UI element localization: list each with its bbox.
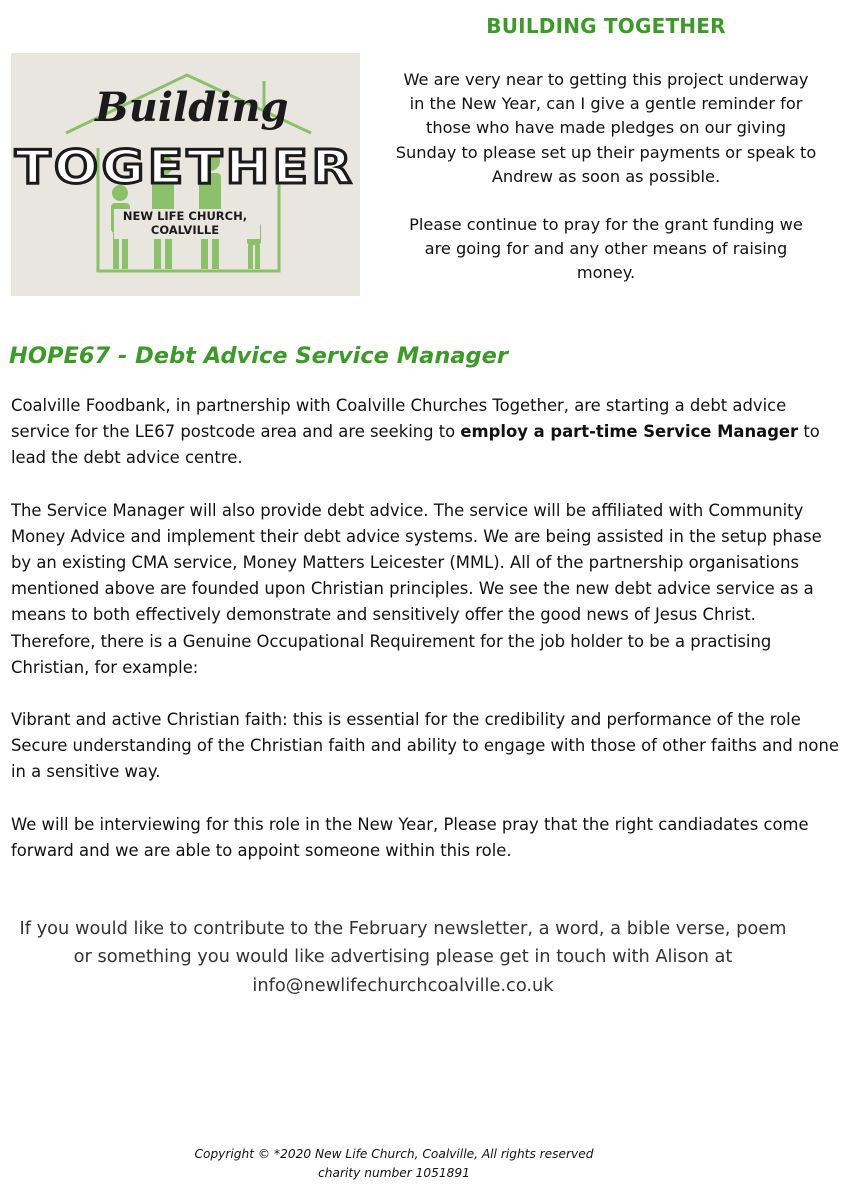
newsletter-contribute-note: [10, 915, 796, 1000]
hope67-body: [11, 393, 843, 864]
contact-email: info@newlifechurchcoalville.co.uk: [252, 974, 554, 996]
building-together-paragraph-2: Please continue to pray for the grant funding we are going for and any other means of raising money.: [409, 215, 803, 283]
hope67-p1-text-end: to lead the debt advice centre.: [11, 422, 820, 468]
hope67-heading: HOPE67 - Debt Advice Service Manager: [9, 343, 509, 369]
building-together-text: [395, 68, 817, 286]
logo-script-word: Building: [95, 84, 289, 131]
logo-church-line1: NEW LIFE CHURCH,: [122, 209, 248, 223]
logo-block-word: TOGETHER: [15, 140, 355, 194]
charity-number: charity number 1051891: [318, 1166, 470, 1180]
contribute-line-2: or something you would like advertising please get in touch with Alison at: [73, 946, 733, 968]
building-together-paragraph-1: We are very near to getting this project underway in the New Year, can I give a gentle reminder for those who have made pledges on our giving Sunday to please set up their payments or speak to Andrew as soon as possible.: [395, 70, 817, 186]
building-together-heading: BUILDING TOGETHER: [486, 14, 726, 38]
footer: [150, 1145, 638, 1183]
building-together-logo: [11, 53, 360, 296]
hope67-requirement-1: Vibrant and active Christian faith: this is essential for the credibility and performance of the role: [11, 710, 801, 730]
logo-church-line2: COALVILLE: [150, 223, 220, 237]
hope67-paragraph-4: We will be interviewing for this role in the New Year, Please pray that the right candiadates come forward and we are able to appoint someone within this role.: [11, 814, 809, 860]
hope67-requirement-2: Secure understanding of the Christian faith and ability to engage with those of other faiths and none in a sensitive way.: [11, 736, 839, 782]
logo-graphic: [11, 53, 360, 296]
hope67-p1-bold: employ a part-time Service Manager: [460, 422, 799, 442]
copyright-text: Copyright © *2020 New Life Church, Coalville, All rights reserved: [194, 1147, 594, 1161]
hope67-paragraph-2: The Service Manager will also provide debt advice. The service will be affiliated with Community Money Advice and implement their debt advice systems. We are being assisted in the setup phase by an existing CMA service, Money Matters Leicester (MML). All of the partnership organisations mentioned above are founded upon Christian principles. We see the new debt advice service as a means to both effectively demonstrate and sensitively offer the good news of Jesus Christ. Therefore, there is a Genuine Occupational Requirement for the job holder to be a practising Christian, for example:: [11, 500, 822, 677]
hope67-p1-text: Coalville Foodbank, in partnership with Coalville Churches Together, are starting a debt advice service for the LE67 postcode area and are seeking to: [11, 396, 787, 442]
contribute-line-1: If you would like to contribute to the February newsletter, a word, a bible verse, poem: [19, 918, 787, 939]
hope67-paragraph-1: [11, 393, 843, 472]
